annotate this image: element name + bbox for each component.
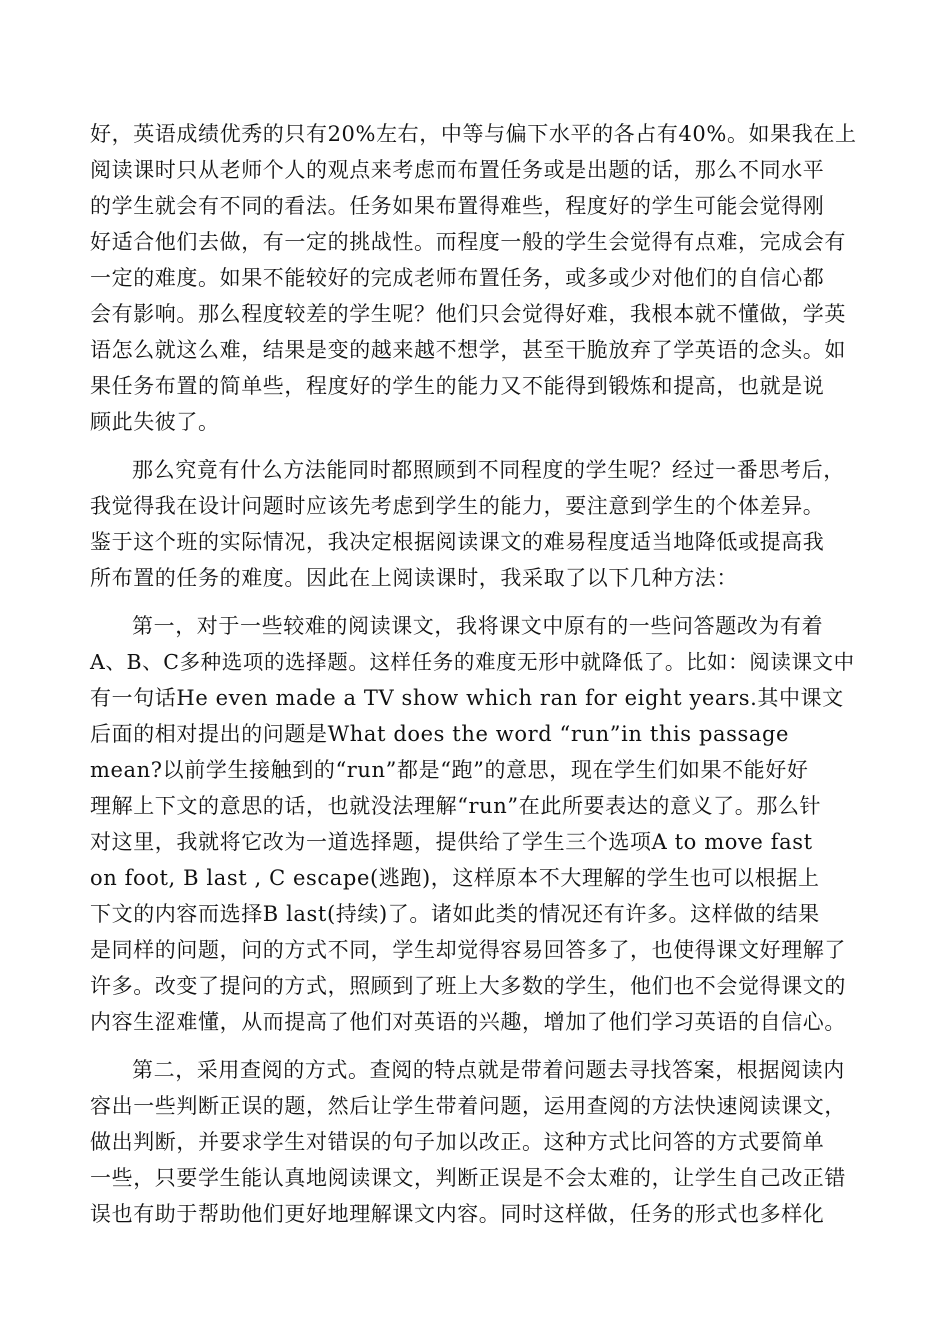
text-line: 容出一些判断正误的题，然后让学生带着问题，运用查阅的方法快速阅读课文，	[90, 1094, 846, 1118]
text-line: 对这里，我就将它改为一道选择题，提供给了学生三个选项A to move fast	[90, 830, 813, 854]
text-line: 一些，只要学生能认真地阅读课文，判断正误是不会太难的，让学生自己改正错	[90, 1166, 846, 1190]
text-line: 的学生就会有不同的看法。任务如果布置得难些，程度好的学生可能会觉得刚	[90, 194, 825, 218]
text-line: mean?以前学生接触到的“run”都是“跑”的意思，现在学生们如果不能好好	[90, 758, 809, 782]
text-line: 所布置的任务的难度。因此在上阅读课时，我采取了以下几种方法：	[90, 566, 738, 590]
paragraph-first-line: 第一，对于一些较难的阅读课文，我将课文中原有的一些问答题改为有着	[132, 614, 824, 638]
text-line: on foot, B last , C escape(逃跑)，这样原本不大理解的学生也可以根据上	[90, 866, 820, 890]
text-line: 果任务布置的简单些，程度好的学生的能力又不能得到锻炼和提高，也就是说	[90, 374, 825, 398]
text-line: 语怎么就这么难，结果是变的越来越不想学，甚至干脆放弃了学英语的念头。如	[90, 338, 846, 362]
text-line: 鉴于这个班的实际情况，我决定根据阅读课文的难易程度适当地降低或提高我	[90, 530, 825, 554]
text-line: 是同样的问题，问的方式不同，学生却觉得容易回答多了，也使得课文好理解了	[90, 938, 846, 962]
text-line: 下文的内容而选择B last(持续)了。诸如此类的情况还有许多。这样做的结果	[90, 902, 820, 926]
text-line: 有一句话He even made a TV show which ran for eight years.其中课文	[90, 686, 844, 710]
text-line: 我觉得我在设计问题时应该先考虑到学生的能力，要注意到学生的个体差异。	[90, 494, 825, 518]
text-line: 好适合他们去做，有一定的挑战性。而程度一般的学生会觉得有点难，完成会有	[90, 230, 846, 254]
text-line: 许多。改变了提问的方式，照顾到了班上大多数的学生，他们也不会觉得课文的	[90, 974, 846, 998]
text-line: A、B、C多种选项的选择题。这样任务的难度无形中就降低了。比如：阅读课文中	[90, 650, 855, 674]
text-line: 理解上下文的意思的话，也就没法理解“run”在此所要表达的意义了。那么针	[90, 794, 822, 818]
text-line: 阅读课时只从老师个人的观点来考虑而布置任务或是出题的话，那么不同水平	[90, 158, 825, 182]
paragraph-first-line: 第二，采用查阅的方式。查阅的特点就是带着问题去寻找答案，根据阅读内	[132, 1058, 845, 1082]
text-line: 内容生涩难懂，从而提高了他们对英语的兴趣，增加了他们学习英语的自信心。	[90, 1010, 846, 1034]
text-line: 做出判断，并要求学生对错误的句子加以改正。这种方式比问答的方式要简单	[90, 1130, 825, 1154]
text-line: 一定的难度。如果不能较好的完成老师布置任务，或多或少对他们的自信心都	[90, 266, 825, 290]
text-line: 好，英语成绩优秀的只有20%左右，中等与偏下水平的各占有40%。如果我在上	[90, 122, 857, 146]
text-line: 会有影响。那么程度较差的学生呢？他们只会觉得好难，我根本就不懂做，学英	[90, 302, 846, 326]
paragraph-first-line: 那么究竟有什么方法能同时都照顾到不同程度的学生呢？经过一番思考后，	[132, 458, 845, 482]
text-line: 误也有助于帮助他们更好地理解课文内容。同时这样做，任务的形式也多样化	[90, 1202, 825, 1226]
text-line: 后面的相对提出的问题是What does the word “run”in this passage	[90, 722, 790, 746]
text-line: 顾此失彼了。	[90, 410, 220, 434]
